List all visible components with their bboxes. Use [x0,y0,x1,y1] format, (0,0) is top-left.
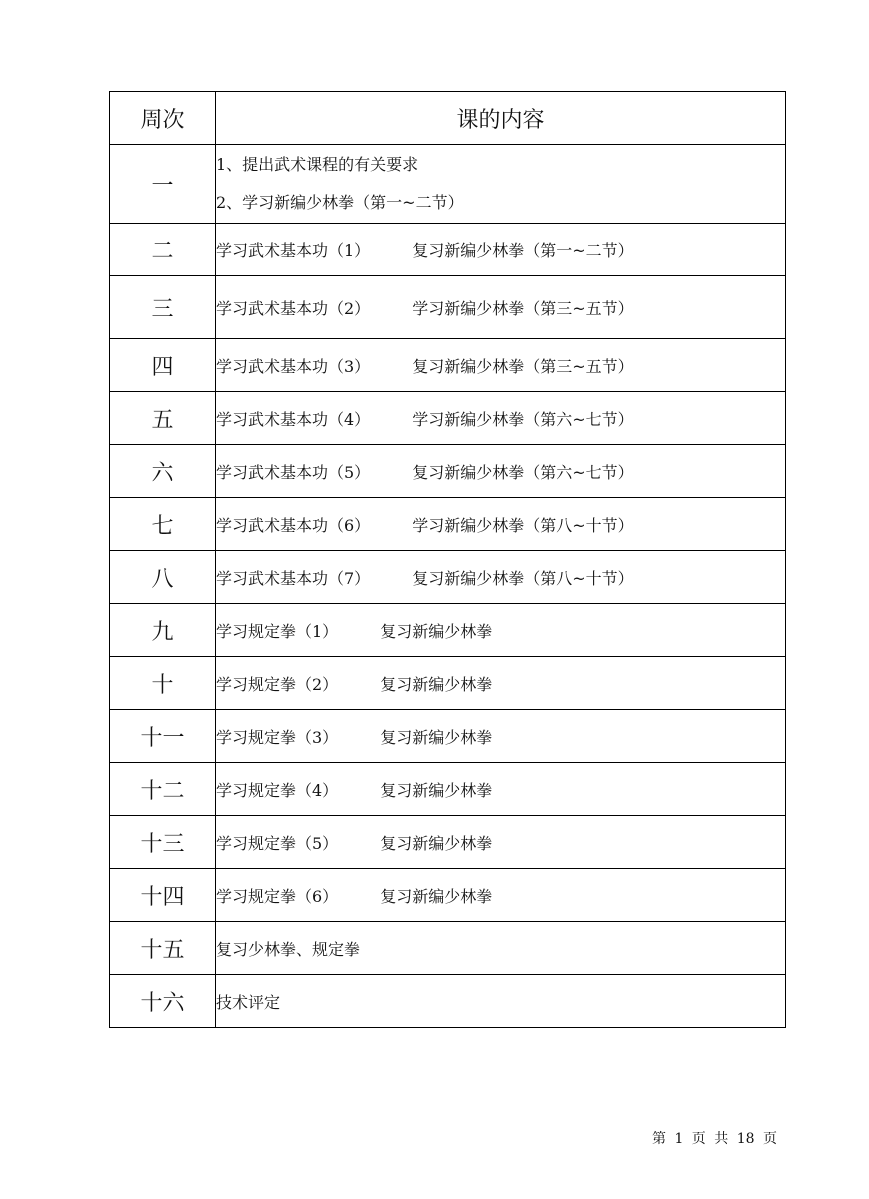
week-cell: 一 [110,145,216,224]
content-line: 1、提出武术课程的有关要求 [216,155,419,174]
content-cell [216,224,786,276]
week-cell: 十六 [110,975,216,1028]
table-row [110,975,786,1028]
content-cell [216,922,786,975]
content-cell [216,392,786,445]
course-schedule-table [109,91,786,1028]
content-part-b: 复习新编少林拳（第六~七节） [412,462,634,482]
content-cell [216,276,786,339]
table-row [110,869,786,922]
content-cell [216,339,786,392]
table-row [110,224,786,276]
content-cell [216,657,786,710]
week-cell: 十三 [110,816,216,869]
table-row [110,604,786,657]
week-cell: 十一 [110,710,216,763]
table-row [110,816,786,869]
content-part-b: 复习新编少林拳 [380,727,493,747]
header-row [110,92,786,145]
header-week: 周次 [110,92,216,145]
week-cell: 十五 [110,922,216,975]
week-cell: 六 [110,445,216,498]
week-cell: 十二 [110,763,216,816]
week-cell: 五 [110,392,216,445]
content-cell [216,498,786,551]
table-row [110,339,786,392]
content-part-a: 学习规定拳（3） [216,727,339,747]
content-part-a: 学习武术基本功（4） [216,409,371,429]
content-part-b: 复习新编少林拳（第一~二节） [412,241,634,260]
content-part-b: 学习新编少林拳（第六~七节） [412,409,634,429]
week-cell: 九 [110,604,216,657]
week-cell: 三 [110,276,216,339]
content-part-b: 复习新编少林拳 [380,833,493,853]
table-row [110,392,786,445]
content-line: 2、学习新编少林拳（第一~二节） [216,193,464,212]
page-number: 第 1 页 共 18 页 [652,1131,777,1147]
content-part-a: 学习武术基本功（1） [216,241,371,260]
content-cell [216,551,786,604]
table-row [110,763,786,816]
content-part-b: 复习新编少林拳 [380,674,493,694]
content-part-a: 复习少林拳、规定拳 [216,939,361,959]
content-part-b: 学习新编少林拳（第三~五节） [412,298,634,318]
table-row [110,276,786,339]
content-cell [216,975,786,1028]
content-cell [216,816,786,869]
table-row [110,445,786,498]
content-part-b: 复习新编少林拳（第三~五节） [412,356,634,376]
content-part-b: 学习新编少林拳（第八~十节） [412,515,634,535]
content-part-a: 学习规定拳（1） [216,621,339,641]
content-part-a: 学习武术基本功（5） [216,462,371,482]
content-cell [216,604,786,657]
table-row [110,922,786,975]
content-part-a: 学习武术基本功（3） [216,356,371,376]
content-part-a: 学习武术基本功（6） [216,515,371,535]
content-part-b: 复习新编少林拳 [380,780,493,800]
week-cell: 七 [110,498,216,551]
content-part-b: 复习新编少林拳（第八~十节） [412,568,634,588]
table-row [110,498,786,551]
content-cell [216,710,786,763]
table-row [110,551,786,604]
content-cell [216,145,786,224]
content-part-a: 学习规定拳（6） [216,886,339,906]
content-part-a: 学习规定拳（5） [216,833,339,853]
table-row [110,710,786,763]
week-cell: 十 [110,657,216,710]
content-cell [216,763,786,816]
week-cell: 四 [110,339,216,392]
content-part-a: 学习规定拳（4） [216,780,339,800]
table-row [110,145,786,224]
content-part-a: 学习规定拳（2） [216,674,339,694]
content-cell [216,869,786,922]
week-cell: 二 [110,224,216,276]
content-part-b: 复习新编少林拳 [380,621,493,641]
content-part-b: 复习新编少林拳 [380,886,493,906]
content-part-a: 学习武术基本功（7） [216,568,371,588]
content-part-a: 技术评定 [216,992,281,1012]
header-content: 课的内容 [216,92,786,145]
week-cell: 十四 [110,869,216,922]
week-cell: 八 [110,551,216,604]
table-row [110,657,786,710]
content-cell [216,445,786,498]
content-part-a: 学习武术基本功（2） [216,298,371,318]
